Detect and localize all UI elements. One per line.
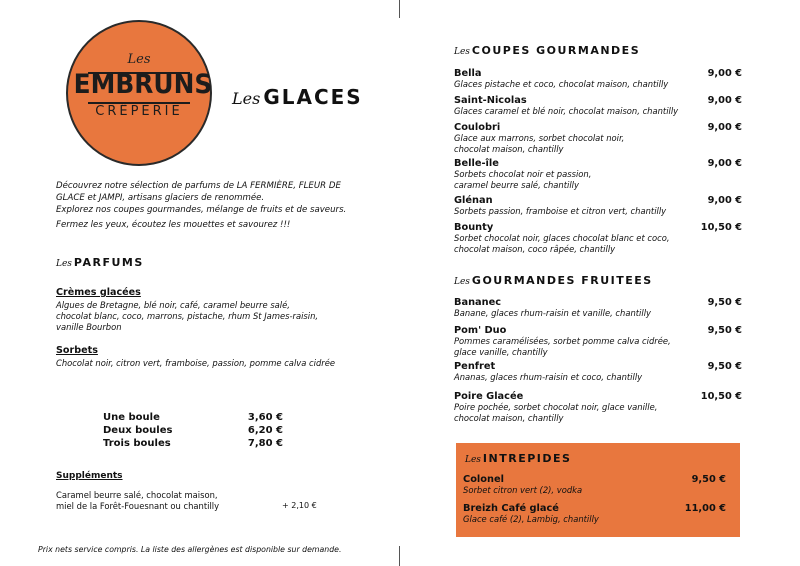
intrepides-heading-title: INTREPIDES	[482, 452, 572, 465]
menu-item-name: Bananec	[454, 297, 502, 308]
cremes-line: chocolat blanc, coco, marrons, pistache, rhum St James-raisin,	[56, 311, 319, 321]
menu-item-name: Poire Glacée	[454, 391, 524, 402]
menu-item-name: Bella	[454, 68, 482, 79]
menu-item-name: Coulobri	[454, 122, 501, 133]
page-title-les: Les	[232, 89, 261, 108]
intro-tagline: Fermez les yeux, écoutez les mouettes et savourez !!!	[56, 220, 291, 230]
logo	[66, 20, 212, 166]
menu-item-price: 9,00 €	[707, 195, 742, 206]
intro-line: Découvrez notre sélection de parfums de LA FERMIÈRE, FLEUR DE	[56, 181, 341, 191]
intrepides-list	[463, 474, 726, 532]
menu-item-desc: Glace café (2), Lambig, chantilly	[463, 514, 599, 524]
menu-item-price: 10,50 €	[700, 222, 742, 233]
menu-item	[454, 222, 742, 258]
menu-item-desc: Banane, glaces rhum-raisin et vanille, chantilly	[454, 308, 651, 318]
menu-item-price: 9,00 €	[707, 68, 742, 79]
fold-mark-top	[399, 0, 400, 18]
menu-item-name: Pom' Duo	[454, 325, 507, 336]
coupes-heading-les: Les	[454, 47, 470, 57]
logo-les: Les	[127, 52, 151, 67]
price-row	[103, 425, 283, 438]
footer-note: Prix nets service compris. La liste des allergènes est disponible sur demande.	[38, 545, 342, 554]
menu-item-desc: Glaces pistache et coco, chocolat maison, chantilly	[454, 79, 669, 89]
menu-item-desc: caramel beurre salé, chantilly	[454, 179, 579, 190]
cremes-line: Algues de Bretagne, blé noir, café, caramel beurre salé,	[56, 300, 290, 310]
price-row-label: Trois boules	[103, 438, 171, 449]
cremes-label: Crèmes glacées	[56, 287, 141, 298]
parfums-heading-title: PARFUMS	[73, 256, 144, 269]
menu-item-price: 9,50 €	[707, 325, 742, 336]
menu-item-price: 9,50 €	[691, 474, 726, 485]
price-row-value: 3,60 €	[247, 412, 283, 423]
menu-item-price: 9,50 €	[707, 297, 742, 308]
menu-item-desc: Sorbet citron vert (2), vodka	[463, 485, 583, 495]
menu-item	[454, 122, 742, 158]
menu-item	[454, 95, 742, 122]
page-title	[232, 85, 363, 109]
menu-item-price: 9,50 €	[707, 361, 742, 372]
menu-item-name: Bounty	[454, 222, 494, 233]
menu-item-name: Saint-Nicolas	[454, 95, 527, 106]
menu-item-desc: chocolat maison, coco râpée, chantilly	[454, 243, 616, 254]
menu-item	[454, 391, 742, 427]
price-row-value: 6,20 €	[247, 425, 283, 436]
fruitees-heading-title: GOURMANDES FRUITEES	[471, 274, 653, 287]
parfums-heading-les: Les	[56, 259, 72, 269]
menu-item-desc: Ananas, glaces rhum-raisin et coco, chantilly	[454, 372, 643, 382]
menu-item-price: 9,00 €	[707, 158, 742, 169]
supplements-price: + 2,10 €	[282, 501, 317, 510]
coupes-heading-title: COUPES GOURMANDES	[471, 44, 641, 57]
menu-item-name: Glénan	[454, 195, 493, 206]
scoop-prices	[103, 412, 283, 451]
fold-mark-bottom	[399, 546, 400, 566]
parfums-heading	[56, 256, 144, 269]
menu-item-price: 9,00 €	[707, 122, 742, 133]
menu-item-desc: glace vanille, chantilly	[454, 346, 548, 357]
menu-item	[454, 158, 742, 195]
menu-item-desc: Sorbet chocolat noir, glaces chocolat blanc et coco,	[454, 233, 670, 243]
intrepides-heading	[465, 452, 571, 465]
logo-name: EMBRUNS	[73, 69, 213, 100]
fruitees-list	[454, 297, 742, 427]
menu-item-name: Penfret	[454, 361, 496, 372]
cremes-line: vanille Bourbon	[56, 322, 122, 332]
sorbets-list: Chocolat noir, citron vert, framboise, passion, pomme calva cidrée	[56, 358, 336, 368]
menu-item-price: 10,50 €	[700, 391, 742, 402]
menu-item-desc: Sorbets chocolat noir et passion,	[454, 169, 592, 179]
menu-item-name: Colonel	[463, 474, 504, 485]
coupes-heading	[454, 44, 640, 57]
cremes-list	[56, 300, 376, 333]
menu-item-price: 11,00 €	[684, 503, 726, 514]
price-row-value: 7,80 €	[247, 438, 283, 449]
menu-item-name: Breizh Café glacé	[463, 503, 559, 514]
menu-item	[454, 325, 742, 361]
intrepides-box	[456, 443, 740, 537]
fruitees-heading	[454, 274, 653, 287]
menu-item	[454, 68, 742, 95]
intrepides-heading-les: Les	[465, 455, 481, 465]
supplements-label: Suppléments	[56, 471, 123, 481]
price-row-label: Deux boules	[103, 425, 173, 436]
menu-item	[463, 474, 726, 503]
menu-item-desc: Glace aux marrons, sorbet chocolat noir,	[454, 133, 625, 143]
menu-item	[454, 297, 742, 325]
supplements-list	[56, 490, 219, 512]
menu-item	[454, 195, 742, 222]
menu-item-desc: Poire pochée, sorbet chocolat noir, glace vanille,	[454, 402, 658, 412]
intro-text	[56, 180, 356, 216]
fruitees-heading-les: Les	[454, 277, 470, 287]
menu-item-price: 9,00 €	[707, 95, 742, 106]
menu-item-desc: chocolat maison, chantilly	[454, 143, 564, 154]
coupes-list	[454, 68, 742, 258]
page-title-main: GLACES	[263, 85, 363, 109]
price-row	[103, 412, 283, 425]
logo-subtitle: CRÊPERIE	[95, 104, 183, 119]
menu-item	[454, 361, 742, 391]
menu-item-name: Belle-île	[454, 158, 499, 169]
price-row-label: Une boule	[103, 412, 160, 423]
menu-item-desc: Pommes caramélisées, sorbet pomme calva cidrée,	[454, 336, 671, 346]
menu-item	[463, 503, 726, 532]
menu-item-desc: Glaces caramel et blé noir, chocolat maison, chantilly	[454, 106, 679, 116]
intro-line: Explorez nos coupes gourmandes, mélange de fruits et de saveurs.	[56, 205, 347, 215]
supplements-line: Caramel beurre salé, chocolat maison,	[56, 490, 218, 500]
price-row	[103, 438, 283, 451]
menu-item-desc: chocolat maison, chantilly	[454, 412, 564, 423]
intro-line: GLACE et JAMPI, artisans glaciers de renommée.	[56, 193, 265, 203]
sorbets-label: Sorbets	[56, 345, 98, 356]
menu-item-desc: Sorbets passion, framboise et citron vert, chantilly	[454, 206, 667, 216]
supplements-line: miel de la Forêt-Fouesnant ou chantilly	[56, 501, 220, 511]
